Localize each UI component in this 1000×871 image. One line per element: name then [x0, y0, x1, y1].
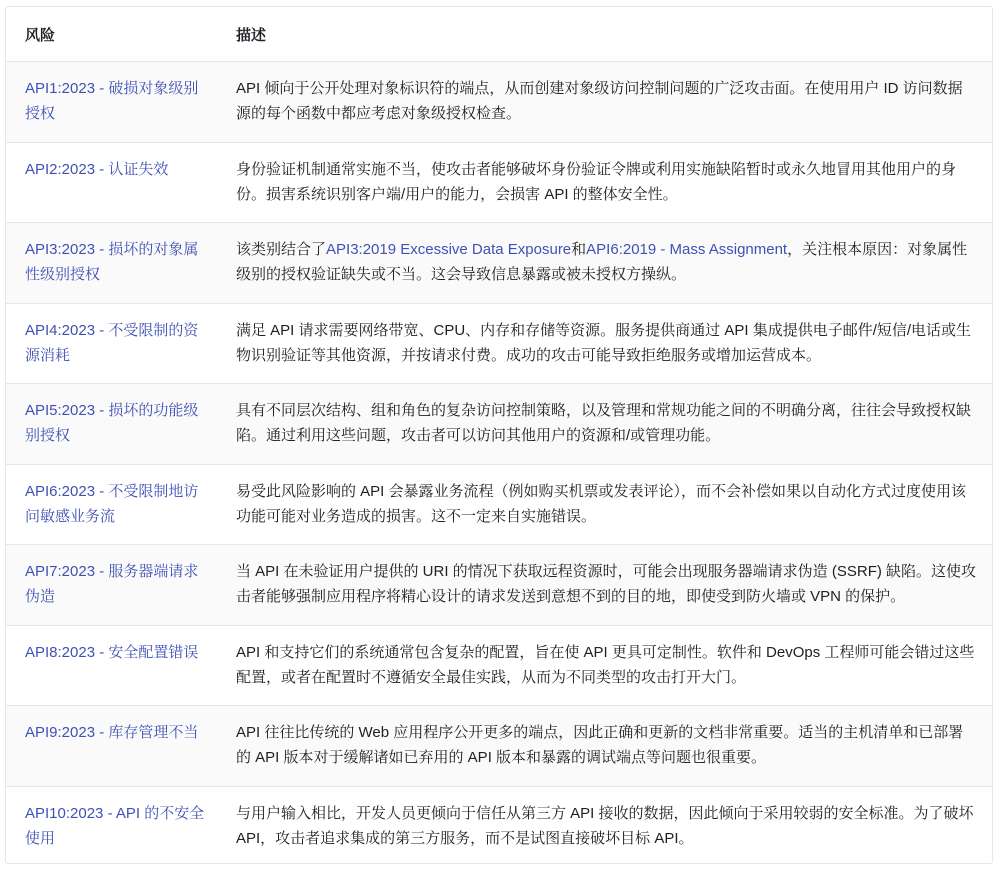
description-text: 该类别结合了 — [236, 241, 327, 258]
description-cell: 当 API 在未验证用户提供的 URI 的情况下获取远程资源时，可能会出现服务器端请求伪造 (SSRF) 缺陷。这使攻击者能够强制应用程序将精心设计的请求发送到意想不到的目的地，即使受到防火墙或 VPN 的保护。 — [236, 563, 977, 605]
link-api6-2019[interactable]: API6:2019 - Mass Assignment — [586, 241, 788, 258]
risk-link-api4[interactable]: API4:2023 - 不受限制的资源消耗 — [25, 321, 199, 364]
risk-cell — [6, 545, 217, 626]
table-row — [6, 464, 992, 545]
description-cell: 身份验证机制通常实施不当，使攻击者能够破坏身份验证令牌或利用实施缺陷暂时或永久地冒用其他用户的身份。损害系统识别客户端/用户的能力，会损害 API 的整体安全性。 — [236, 160, 957, 203]
table-header — [6, 7, 992, 62]
description-cell: 易受此风险影响的 API 会暴露业务流程（例如购买机票或发表评论），而不会补偿如果以自动化方式过度使用该功能可能对业务造成的损害。这不一定来自实施错误。 — [236, 482, 967, 525]
description-text: ，关注根本原因：对象属性级别的授权验证缺失或不当。这会导致信息暴露或被未授权方操纵。 — [236, 241, 968, 283]
risk-cell — [6, 706, 217, 787]
risk-cell — [6, 142, 217, 223]
header-row — [6, 7, 992, 62]
risk-table-container — [5, 6, 993, 864]
description-cell: 具有不同层次结构、组和角色的复杂访问控制策略，以及管理和常规功能之间的不明确分离，往往会导致授权缺陷。通过利用这些问题，攻击者可以访问其他用户的资源和/或管理功能。 — [236, 402, 972, 444]
risk-link-api2[interactable]: API2:2023 - 认证失效 — [25, 160, 169, 178]
table-row — [6, 706, 992, 787]
risk-cell — [6, 786, 217, 864]
description-cell: API 倾向于公开处理对象标识符的端点，从而创建对象级访问控制问题的广泛攻击面。在使用用户 ID 访问数据源的每个函数中都应考虑对象级授权检查。 — [236, 80, 963, 122]
table-body — [6, 62, 992, 865]
table-row — [6, 62, 992, 143]
risk-cell — [6, 464, 217, 545]
description-text: 和 — [571, 241, 587, 258]
column-header-description: 描述 — [236, 26, 267, 44]
risk-cell — [6, 303, 217, 384]
risk-link-api9[interactable]: API9:2023 - 库存管理不当 — [25, 724, 199, 741]
table-row — [6, 142, 992, 223]
risk-cell — [6, 625, 217, 706]
risk-link-api8[interactable]: API8:2023 - 安全配置错误 — [25, 643, 199, 661]
table-row — [6, 625, 992, 706]
risk-cell — [6, 62, 217, 143]
risk-link-api1[interactable]: API1:2023 - 破损对象级别授权 — [25, 80, 199, 122]
owasp-api-risk-table — [6, 7, 992, 864]
column-header-risk: 风险 — [25, 26, 56, 44]
table-row — [6, 545, 992, 626]
description-cell: API 和支持它们的系统通常包含复杂的配置，旨在使 API 更具可定制性。软件和 DevOps 工程师可能会错过这些配置，或者在配置时不遵循安全最佳实践，从而为不同类型的攻击打开大门。 — [236, 643, 975, 686]
link-api3-2019[interactable]: API3:2019 Excessive Data Exposure — [326, 241, 572, 258]
risk-link-api3[interactable]: API3:2023 - 损坏的对象属性级别授权 — [25, 241, 199, 283]
risk-link-api5[interactable]: API5:2023 - 损坏的功能级别授权 — [25, 402, 199, 444]
risk-link-api10[interactable]: API10:2023 - API 的不安全使用 — [25, 804, 205, 847]
description-cell: 满足 API 请求需要网络带宽、CPU、内存和存储等资源。服务提供商通过 API 集成提供电子邮件/短信/电话或生物识别验证等其他资源，并按请求付费。成功的攻击可能导致拒绝服务或增加运营成本。 — [236, 321, 972, 364]
table-row — [6, 384, 992, 465]
description-cell — [217, 223, 992, 304]
table-row — [6, 786, 992, 864]
risk-link-api6[interactable]: API6:2023 - 不受限制地访问敏感业务流 — [25, 482, 199, 525]
table-row — [6, 303, 992, 384]
risk-cell — [6, 384, 217, 465]
description-cell: 与用户输入相比，开发人员更倾向于信任从第三方 API 接收的数据，因此倾向于采用较弱的安全标准。为了破坏 API，攻击者追求集成的第三方服务，而不是试图直接破坏目标 API。 — [236, 804, 974, 847]
risk-cell — [6, 223, 217, 304]
description-cell: API 往往比传统的 Web 应用程序公开更多的端点，因此正确和更新的文档非常重要。适当的主机清单和已部署的 API 版本对于缓解诸如已弃用的 API 版本和暴露的调试端点等问题也很重要。 — [236, 724, 964, 766]
risk-link-api7[interactable]: API7:2023 - 服务器端请求伪造 — [25, 563, 199, 605]
table-row — [6, 223, 992, 304]
